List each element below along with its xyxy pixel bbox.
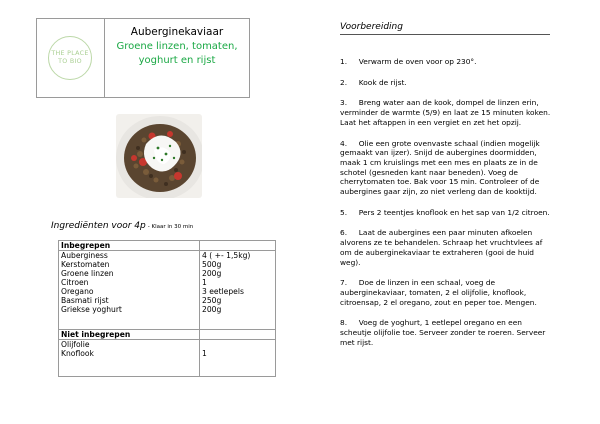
ingredient-name: Basmati rijst [61, 296, 109, 305]
ingredient-name: Griekse yoghurt [61, 305, 122, 314]
step-5: 5. Pers 2 teentjes knoflook en het sap van 1/2 citroen. [340, 207, 550, 217]
ingredient-qty: 3 eetlepels [202, 287, 244, 296]
excluded-qty-cell [200, 340, 276, 377]
subtitle-line-1: Groene linzen, tomaten, [116, 41, 238, 52]
ingredient-qty: 200g [202, 269, 222, 278]
table-row [59, 241, 276, 251]
recipe-header-box [36, 18, 250, 98]
included-names-cell [59, 251, 200, 330]
included-qty-cell [200, 251, 276, 330]
step-6: 6. Laat de aubergines een paar minuten afkoelen alvorens ze te behandelen. Schraap het vruchtvlees af om de auberginekaviaar te extraheren (gooi de huid weg). [340, 228, 545, 267]
ingredient-qty: 1 [202, 278, 207, 287]
step-4: 4. Olie een grote ovenvaste schaal (indien mogelijk gemaakt van ijzer). Snijd de aubergines doormidden, maak 1 cm kruislings met een mes en plaats ze in de schotel (gesneden kant naar beneden). Voeg de cherrytomaten toe. Bak voor 15 min. Controleer of de aubergines gaar zijn, zo niet verleng dan de kooktijd. [340, 138, 543, 197]
ingredient-name: Kerstomaten [61, 260, 110, 269]
table-cell-empty [200, 241, 276, 251]
title-cell [105, 19, 249, 68]
table-row [59, 251, 276, 330]
preparation-heading: Voorbereiding [340, 22, 403, 32]
table-row [59, 340, 276, 377]
ingredient-qty: 4 ( +- 1,5kg) [202, 251, 251, 260]
ingredient-name: Citroen [61, 278, 89, 287]
ingredients-heading-text: Ingrediënten voor 4p [51, 221, 146, 231]
preparation-steps [340, 57, 554, 358]
table-row [59, 330, 276, 340]
ingredients-heading [51, 221, 193, 231]
step-7: 7. Doe de linzen in een schaal, voeg de auberginekaviaar, tomaten, 2 el olijfolie, knoflook, citroensap, 2 el oregano, zout en peper toe. Mengen. [340, 278, 537, 307]
logo-line-1: THE PLACE [51, 50, 89, 57]
table-cell-empty [200, 330, 276, 340]
ingredient-qty: 250g [202, 296, 222, 305]
heading-divider [340, 34, 550, 35]
subtitle-line-2: yoghurt en rijst [138, 55, 216, 66]
spacer [61, 358, 197, 376]
excluded-section-label: Niet inbegrepen [59, 330, 200, 340]
logo-cell [37, 19, 105, 97]
ingredient-name: Olijfolie [61, 340, 90, 349]
step-8: 8. Voeg de yoghurt, 1 eetlepel oregano en een scheutje olijfolie toe. Serveer zonder te roeren. Serveer met rijst. [340, 318, 548, 347]
included-section-label: Inbegrepen [59, 241, 200, 251]
ingredient-qty: 1 [202, 349, 207, 358]
ingredient-qty [202, 340, 273, 349]
ingredient-name: Auberginess [61, 251, 108, 260]
ingredient-qty: 500g [202, 260, 222, 269]
excluded-names-cell [59, 340, 200, 377]
dish-photo [116, 114, 202, 198]
ingredients-table [58, 240, 276, 377]
brand-logo [48, 36, 92, 80]
step-2: 2. Kook de rijst. [340, 77, 407, 87]
ingredient-name: Knoflook [61, 349, 94, 358]
step-1: 1. Verwarm de oven voor op 230°. [340, 57, 477, 66]
step-3: 3. Breng water aan de kook, dompel de linzen erin, verminder de warmte (5/9) en laat ze 15 minuten koken. Laat het aftappen in een vergiet en zet het opzij. [340, 98, 553, 127]
ingredient-name: Groene linzen [61, 269, 114, 278]
logo-line-2: TO BIO [58, 58, 82, 65]
recipe-title: Auberginekaviaar [130, 26, 224, 38]
spacer [61, 314, 197, 329]
ingredient-qty: 200g [202, 305, 222, 314]
ingredient-name: Oregano [61, 287, 94, 296]
time-note: - Klaar in 30 min [147, 224, 194, 230]
recipe-subtitle [105, 40, 249, 68]
